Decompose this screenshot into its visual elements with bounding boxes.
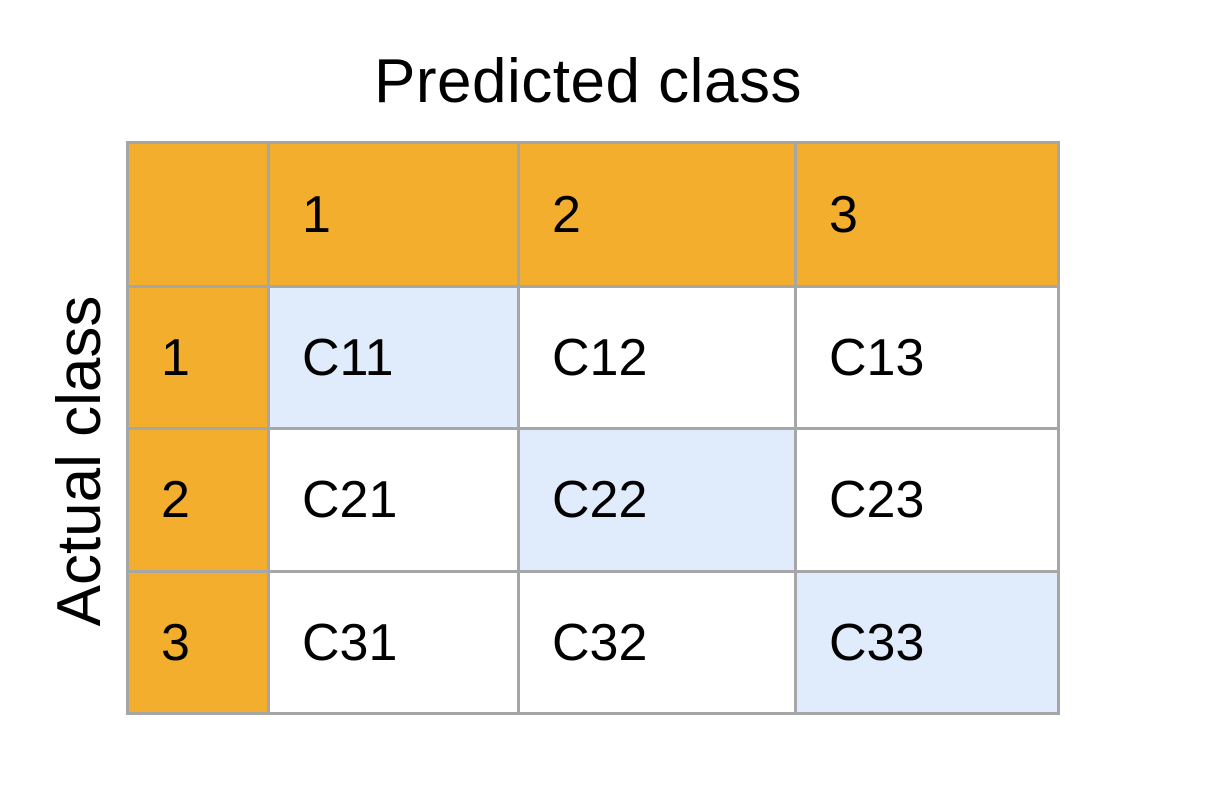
matrix-cell-c33: C33: [796, 572, 1059, 714]
predicted-class-header-2: 2: [519, 143, 796, 287]
actual-class-header-1: 1: [128, 287, 269, 429]
predicted-class-header-3: 3: [796, 143, 1059, 287]
matrix-row: [128, 572, 1059, 714]
matrix-cell-c31: C31: [269, 572, 519, 714]
matrix-corner-cell: [128, 143, 269, 287]
matrix-cell-c22: C22: [519, 429, 796, 572]
matrix-cell-c21: C21: [269, 429, 519, 572]
predicted-class-header-1: 1: [269, 143, 519, 287]
matrix-header-row: [128, 143, 1059, 287]
actual-class-header-3: 3: [128, 572, 269, 714]
matrix-cell-c23: C23: [796, 429, 1059, 572]
matrix-cell-c13: C13: [796, 287, 1059, 429]
actual-class-label: Actual class: [45, 295, 114, 627]
confusion-matrix: [126, 141, 1060, 715]
matrix-row: [128, 429, 1059, 572]
matrix-cell-c11: C11: [269, 287, 519, 429]
matrix-cell-c12: C12: [519, 287, 796, 429]
matrix-cell-c32: C32: [519, 572, 796, 714]
matrix-row: [128, 287, 1059, 429]
actual-class-header-2: 2: [128, 429, 269, 572]
predicted-class-title: Predicted class: [374, 47, 802, 116]
